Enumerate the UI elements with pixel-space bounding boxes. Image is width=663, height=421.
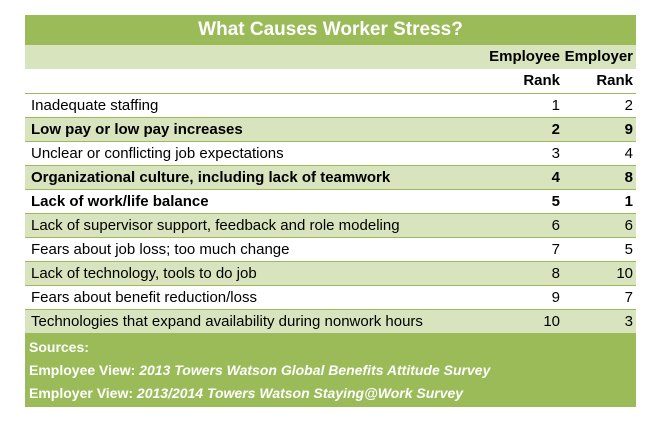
header-label-spacer (25, 69, 480, 93)
row-label: Fears about job loss; too much change (31, 241, 290, 258)
row-label: Technologies that expand availability during nonwork hours (31, 313, 423, 330)
employee-rank-cell: 8 (551, 265, 560, 282)
sources-heading: Sources: (29, 339, 89, 355)
employer-rank-cell: 4 (624, 145, 633, 162)
employer-rank-cell: 5 (624, 241, 633, 258)
header-employee-rank: Rank (523, 72, 560, 89)
employee-rank-cell: 7 (551, 241, 560, 258)
employer-rank-cell: 8 (624, 169, 633, 186)
employee-rank-cell: 2 (551, 121, 560, 138)
employer-rank-cell: 7 (624, 289, 633, 306)
employee-source-title: 2013 Towers Watson Global Benefits Attitude Survey (139, 362, 491, 378)
header-employer-rank: Rank (596, 72, 633, 89)
table-row (25, 286, 636, 310)
row-label: Fears about benefit reduction/loss (31, 289, 257, 306)
employer-source-title: 2013/2014 Towers Watson Staying@Work Survey (136, 385, 464, 401)
table-row (25, 142, 636, 166)
employee-rank-cell: 1 (551, 97, 560, 114)
employer-rank-cell: 1 (624, 193, 633, 210)
employee-rank-cell: 10 (543, 313, 560, 330)
row-label: Lack of work/life balance (31, 193, 209, 210)
employer-source-prefix: Employer View: (29, 385, 137, 401)
table-row (25, 310, 636, 334)
row-label: Unclear or conflicting job expectations (31, 145, 284, 162)
header-employer: Employer (564, 48, 633, 65)
table-row (25, 166, 636, 190)
header-employee: Employee (489, 48, 560, 65)
employee-rank-cell: 6 (551, 217, 560, 234)
sources-footer (25, 334, 636, 407)
employer-rank-cell: 9 (624, 121, 633, 138)
table-row (25, 118, 636, 142)
table-row (25, 190, 636, 214)
row-label: Low pay or low pay increases (31, 121, 243, 138)
employer-rank-cell: 2 (624, 97, 633, 114)
employee-source-line (29, 359, 636, 382)
table-row (25, 238, 636, 262)
header-row-2 (25, 69, 636, 93)
employee-rank-cell: 3 (551, 145, 560, 162)
table-title: What Causes Worker Stress? (25, 15, 636, 45)
employer-rank-cell: 3 (624, 313, 633, 330)
row-label: Lack of technology, tools to do job (31, 265, 257, 282)
employee-source-prefix: Employee View: (29, 362, 140, 378)
row-label: Organizational culture, including lack of teamwork (31, 169, 391, 186)
row-label: Lack of supervisor support, feedback and role modeling (31, 217, 400, 234)
worker-stress-table (25, 15, 636, 407)
employee-rank-cell: 4 (551, 169, 560, 186)
employee-rank-cell: 9 (551, 289, 560, 306)
employer-rank-cell: 6 (624, 217, 633, 234)
table-body (25, 93, 636, 334)
employer-source-line (29, 382, 636, 405)
row-label: Inadequate staffing (31, 97, 159, 114)
employer-rank-cell: 10 (616, 265, 633, 282)
header-label-spacer (25, 45, 480, 69)
employee-rank-cell: 5 (551, 193, 560, 210)
header-row-1 (25, 45, 636, 69)
table-row (25, 262, 636, 286)
table-row (25, 214, 636, 238)
table-row (25, 94, 636, 118)
